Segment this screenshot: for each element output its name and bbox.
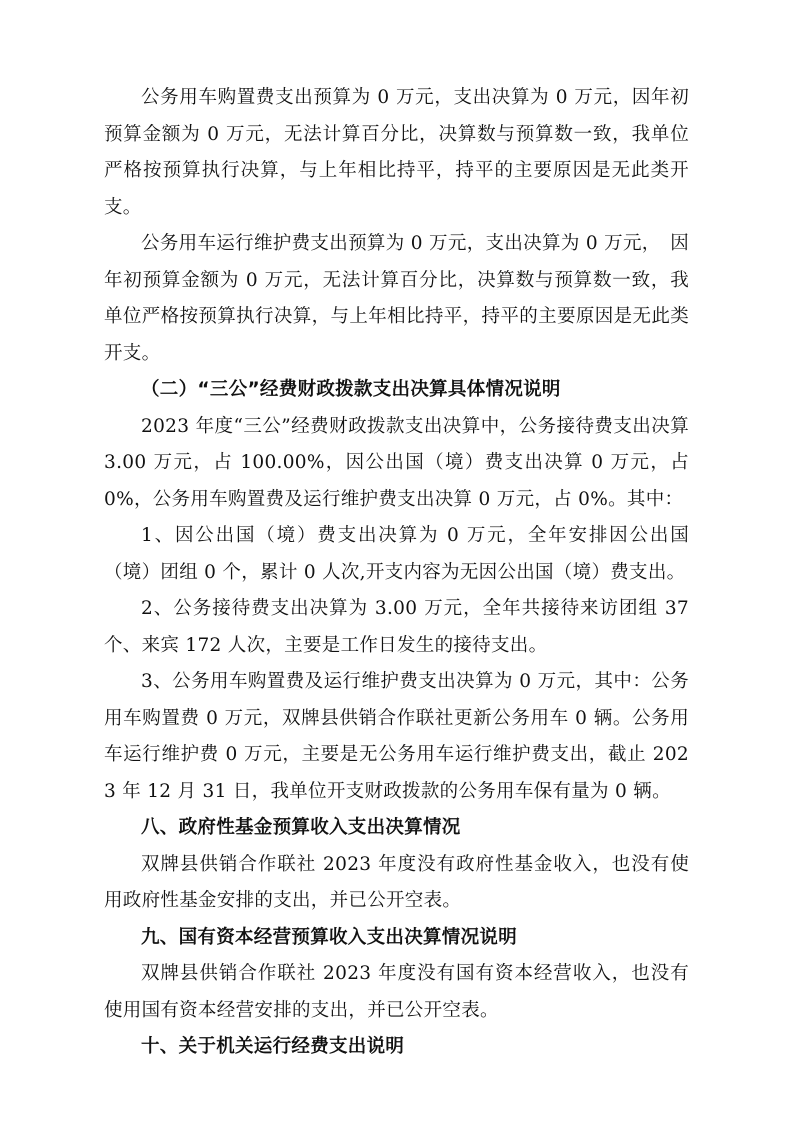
paragraph-vehicles: 3、公务用车购置费及运行维护费支出决算为 0 万元，其中：公务用车购置费 0 万元，双牌县供销合作联社更新公务用车 0 辆。公务用车运行维护费 0 万元，主要是无公务用车运行维护费支出，截止 2023 年 12 月 31 日，我单位开支财政拨款的公务用车保有量为 0 辆。 (104, 671, 689, 802)
paragraph-three-public-summary: 2023 年度“三公”经费财政拨款支出决算中，公务接待费支出决算 3.00 万元，占 100.00%，因公出国（境）费支出决算 0 万元，占 0%，公务用车购置费及运行维护费支出决算 0 万元，占 0%。其中： (104, 415, 689, 510)
paragraph-vehicle-purchase: 公务用车购置费支出预算为 0 万元，支出决算为 0 万元，因年初预算金额为 0 万元，无法计算百分比，决算数与预算数一致，我单位严格按预算执行决算，与上年相比持平，持平的主要原因是无此类开支。 (104, 87, 689, 218)
paragraph-state-capital: 双牌县供销合作联社 2023 年度没有国有资本经营收入，也没有使用国有资本经营安排的支出，并已公开空表。 (104, 963, 689, 1021)
section-heading-state-capital: 九、国有资本经营预算收入支出决算情况说明 (141, 926, 518, 948)
paragraph-vehicle-maintenance: 公务用车运行维护费支出预算为 0 万元，支出决算为 0 万元， 因年初预算金额为 0 万元，无法计算百分比，决算数与预算数一致，我单位严格按预算执行决算，与上年相比持平，持平的主要原因是无此类开支。 (104, 233, 689, 364)
paragraph-reception: 2、公务接待费支出决算为 3.00 万元，全年共接待来访团组 37 个、来宾 172 人次，主要是工作日发生的接待支出。 (104, 598, 689, 656)
section-heading-government-fund: 八、政府性基金预算收入支出决算情况 (141, 817, 461, 838)
paragraph-overseas-travel: 1、因公出国（境）费支出决算为 0 万元，全年安排因公出国（境）团组 0 个，累计 0 人次,开支内容为无因公出国（境）费支出。 (104, 525, 689, 583)
section-heading-operating-expenses: 十、关于机关运行经费支出说明 (141, 1036, 405, 1057)
section-heading-three-public: （二）“三公”经费财政拨款支出决算具体情况说明 (141, 379, 561, 400)
paragraph-government-fund: 双牌县供销合作联社 2023 年度没有政府性基金收入，也没有使用政府性基金安排的支出，并已公开空表。 (104, 853, 689, 911)
